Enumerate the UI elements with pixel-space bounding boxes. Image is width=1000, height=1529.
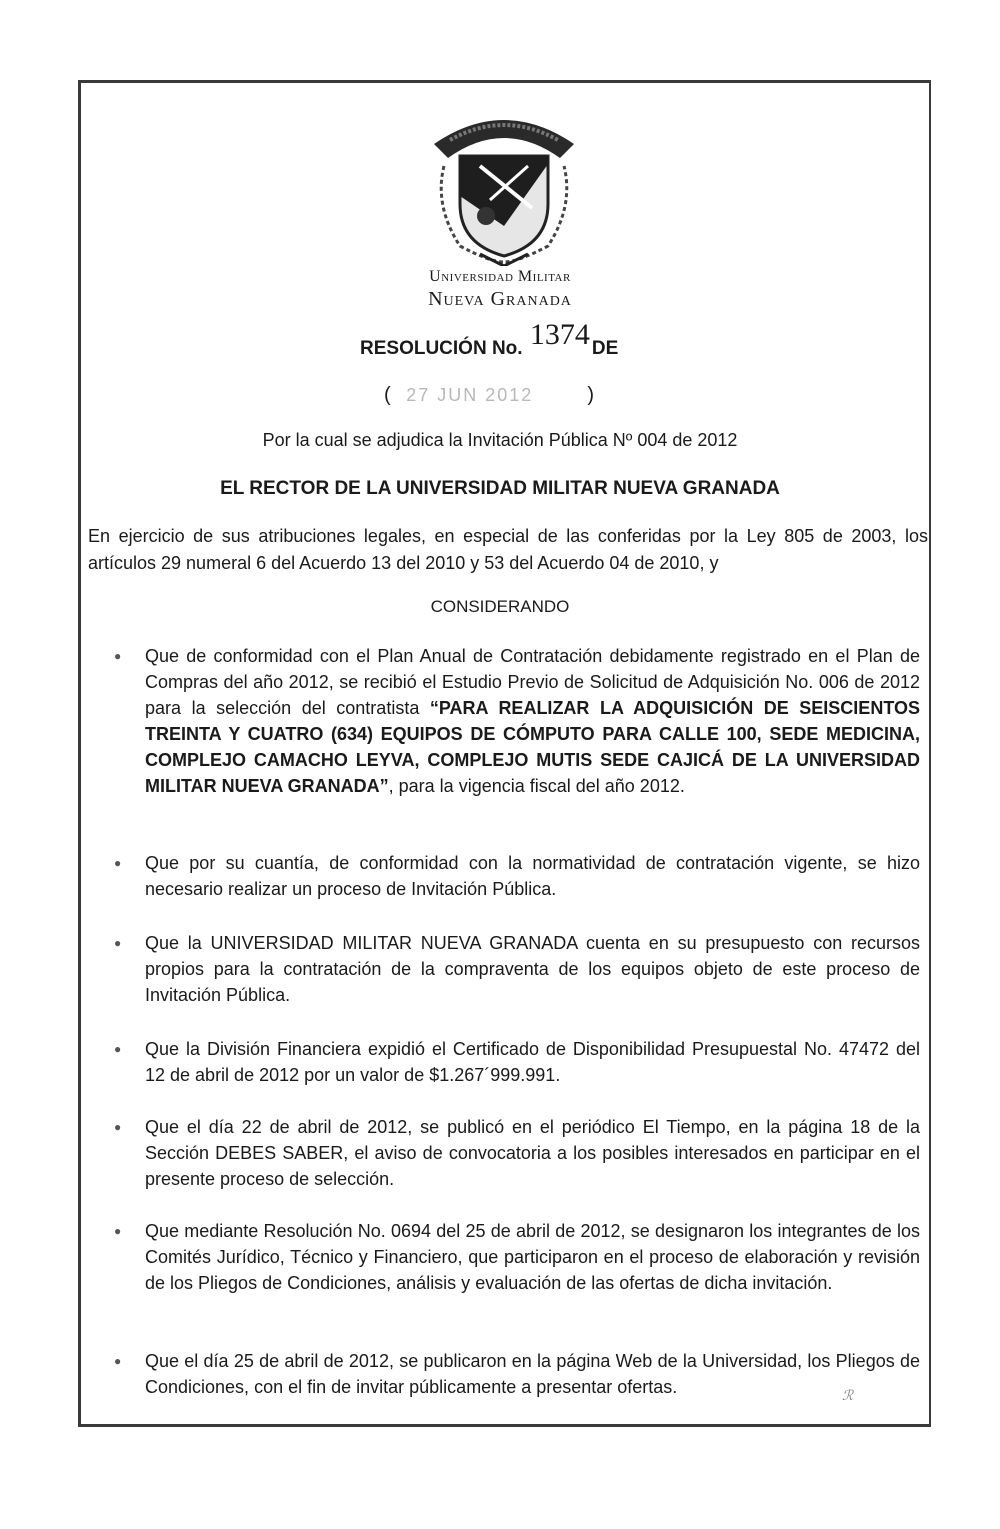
date-open-paren: (	[384, 384, 391, 406]
date-stamp: 27 JUN 2012	[406, 385, 534, 405]
handwritten-initials: ℛ	[842, 1388, 854, 1404]
rector-heading: EL RECTOR DE LA UNIVERSIDAD MILITAR NUEVA GRANADA	[220, 478, 780, 499]
item-bold-text: “PARA REALIZAR LA ADQUISICIÓN DE SEISCIENTOS TREINTA Y CUATRO (634) EQUIPOS DE CÓMPUTO PARA CALLE 100, SEDE MEDICINA, COMPLEJO CAMACHO LEYVA, COMPLEJO MUTIS SEDE CAJICÁ DE LA UNIVERSIDAD MILITAR NUEVA GRANADA”	[145, 698, 920, 796]
item-text: Que el día 22 de abril de 2012, se publicó en el periódico El Tiempo, en la página 18 de la Sección DEBES SABER, el aviso de convocatoria a los posibles interesados en participar en el presente proceso de selección.	[145, 1117, 920, 1189]
university-crest-logo	[420, 96, 588, 266]
considerando-item	[114, 1348, 920, 1400]
resolution-label: RESOLUCIÓN No.	[360, 338, 523, 359]
item-text: Que el día 25 de abril de 2012, se publicaron en la página Web de la Universidad, los Pliegos de Condiciones, con el fin de invitar públicamente a presentar ofertas.	[145, 1351, 920, 1397]
bullet-icon: ●	[114, 936, 122, 950]
resolution-subtitle: Por la cual se adjudica la Invitación Pública Nº 004 de 2012	[262, 430, 738, 450]
resolution-date	[384, 384, 594, 407]
considerando-item	[114, 850, 920, 902]
item-text: Que de conformidad con el Plan Anual de Contratación debidamente registrado en el Plan de Compras del año 2012, se recibió el Estudio Previo de Solicitud de Adquisición No. 006 de 2012 para la selección del contratista	[145, 646, 920, 718]
university-name-line1: Universidad Militar	[429, 268, 571, 285]
item-text-end: , para la vigencia fiscal del año 2012.	[388, 776, 685, 796]
considerando-item	[114, 1218, 920, 1296]
bullet-icon: ●	[114, 1042, 122, 1056]
considerando-item	[114, 1114, 920, 1192]
resolution-number: 1374	[529, 318, 590, 351]
bullet-icon: ●	[114, 1120, 122, 1134]
bullet-icon: ●	[114, 856, 122, 870]
resolution-heading	[360, 318, 619, 362]
considerando-heading: CONSIDERANDO	[430, 597, 570, 616]
university-name-line2: Nueva Granada	[428, 288, 572, 310]
item-text: Que la UNIVERSIDAD MILITAR NUEVA GRANADA cuenta en su presupuesto con recursos propios para la contratación de la compraventa de los equipos objeto de este proceso de Invitación Pública.	[145, 933, 920, 1005]
bullet-icon: ●	[114, 649, 122, 663]
considerando-item	[114, 643, 920, 799]
bullet-icon: ●	[114, 1224, 122, 1238]
considerando-item	[114, 1036, 920, 1088]
item-text: Que la División Financiera expidió el Certificado de Disponibilidad Presupuestal No. 47472 del 12 de abril de 2012 por un valor de $1.267´999.991.	[145, 1039, 920, 1085]
resolution-de: DE	[591, 338, 619, 359]
bullet-icon: ●	[114, 1354, 122, 1368]
date-close-paren: )	[587, 384, 594, 406]
item-text: Que mediante Resolución No. 0694 del 25 de abril de 2012, se designaron los integrantes de los Comités Jurídico, Técnico y Financiero, que participaron en el proceso de elaboración y revisión de los Pliegos de Condiciones, análisis y evaluación de las ofertas de dicha invitación.	[145, 1221, 920, 1293]
considerando-item	[114, 930, 920, 1008]
intro-paragraph: En ejercicio de sus atribuciones legales, en especial de las conferidas por la Ley 805 de 2003, los artículos 29 numeral 6 del Acuerdo 13 del 2010 y 53 del Acuerdo 04 de 2010, y	[88, 526, 928, 573]
item-text: Que por su cuantía, de conformidad con la normatividad de contratación vigente, se hizo necesario realizar un proceso de Invitación Pública.	[145, 853, 920, 899]
